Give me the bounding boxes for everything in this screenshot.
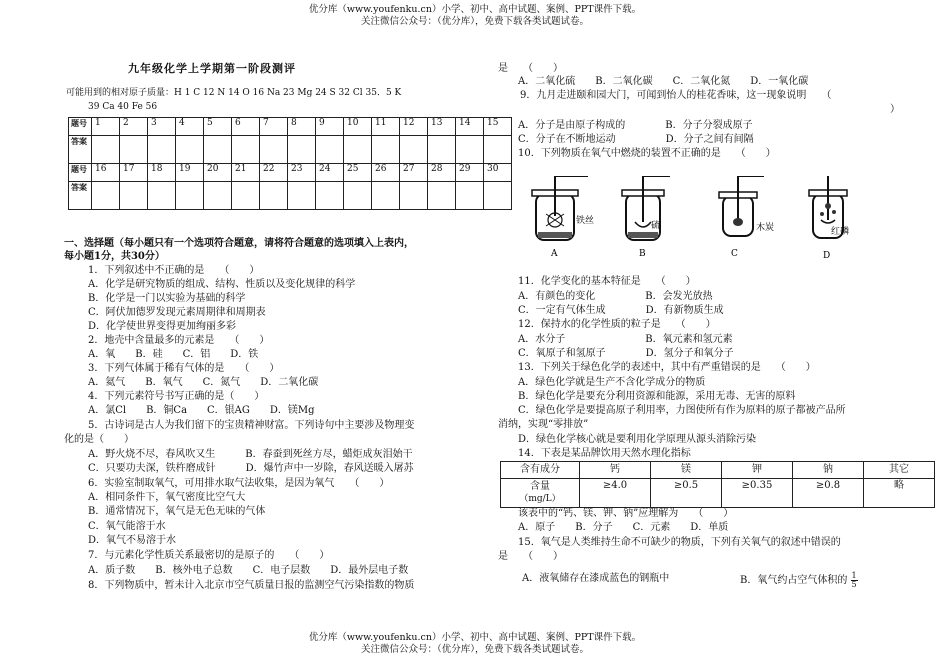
q15-option-b-text: B．氧气约占空气体积的	[740, 575, 848, 586]
question-line: C．绿色化学是要提高原子利用率，力图使所有作为原料的原子都被产品所	[518, 405, 846, 416]
question-line: C．一定有气体生成 D．有新物质生成	[518, 305, 724, 316]
apparatus-label: B	[639, 249, 646, 259]
question-number: 25	[344, 164, 372, 182]
apparatus-label: D	[823, 251, 831, 261]
question-line: 1．下列叙述中不正确的是 （ ）	[88, 265, 260, 276]
question-line: C．分子在不断地运动 D．分子之间有间隔	[518, 134, 754, 145]
answer-cell[interactable]	[204, 182, 232, 210]
substance-label: 铁丝	[576, 216, 595, 226]
exam-title: 九年级化学上学期第一阶段测评	[128, 62, 296, 75]
substance-label: 硫	[651, 221, 661, 231]
header-line-1: 优分库（www.youfenku.cn）小学、初中、高中试题、案例、PPT课件下载。	[308, 4, 642, 15]
row-label-unit: （mg/L）	[519, 494, 561, 504]
mineral-table-header: 含有成分	[501, 462, 580, 479]
footer-line-1: 优分库（www.youfenku.cn）小学、初中、高中试题、案例、PPT课件下载。	[308, 632, 642, 643]
apparatus-a	[532, 176, 594, 259]
mineral-table-value: ≥4.0	[580, 479, 651, 508]
question-number: 13	[428, 118, 456, 136]
question-number: 28	[428, 164, 456, 182]
question-line: A．水分子 B．氧元素和氢元素	[518, 334, 733, 345]
question-line: 5．古诗词是古人为我们留下的宝贵精神财富。下列诗句中主要涉及物理变	[88, 420, 415, 431]
row-label-question: 题号	[69, 164, 92, 182]
question-number: 7	[260, 118, 288, 136]
question-number: 10	[344, 118, 372, 136]
answer-cell[interactable]	[204, 136, 232, 164]
answer-cell[interactable]	[148, 182, 176, 210]
q15-option-b	[740, 572, 858, 589]
question-number: 14	[456, 118, 484, 136]
question-number: 30	[484, 164, 512, 182]
question-line: B．通常情况下，氧气是无色无味的气体	[88, 506, 266, 517]
apparatus-c	[719, 176, 774, 259]
answer-cell[interactable]	[428, 136, 456, 164]
mineral-table-value-row	[501, 479, 935, 508]
apparatus-b	[622, 176, 670, 259]
question-number: 1	[92, 118, 120, 136]
question-line: B．化学是一门以实验为基础的科学	[88, 293, 246, 304]
footer-line-2: 关注微信公众号：（优分库），免费下载各类试题试卷。	[360, 644, 589, 655]
answer-cell[interactable]	[288, 136, 316, 164]
row-label-question: 题号	[69, 118, 92, 136]
answer-cell[interactable]	[232, 182, 260, 210]
row-label-content: 含量	[530, 481, 550, 492]
answer-table-answer-row-2	[69, 182, 512, 210]
page-footer	[0, 632, 950, 656]
question-line: C．阿伏加德罗发现元素周期律和周期表	[88, 307, 266, 318]
question-number: 2	[120, 118, 148, 136]
answer-cell[interactable]	[484, 182, 512, 210]
apparatus-label: C	[731, 249, 738, 259]
question-number: 16	[92, 164, 120, 182]
question-number: 18	[148, 164, 176, 182]
section-heading: 一、选择题（每小题只有一个选项符合题意，请将符合题意的选项填入上表内，	[64, 238, 414, 249]
question-number: 24	[316, 164, 344, 182]
answer-cell[interactable]	[260, 136, 288, 164]
mineral-table-value: ≥0.5	[651, 479, 722, 508]
question-line: 13．下列关于绿色化学的表述中，其中有严重错误的是 （ ）	[518, 362, 816, 373]
answer-table-number-row-2	[69, 164, 512, 182]
answer-cell[interactable]	[148, 136, 176, 164]
answer-table	[68, 117, 512, 210]
question-line: A．原子 B．分子 C．元素 D．单质	[518, 522, 729, 533]
apparatus-label: A	[551, 249, 558, 259]
mineral-table-value: ≥0.35	[722, 479, 793, 508]
answer-cell[interactable]	[92, 136, 120, 164]
substance-label: 木炭	[756, 223, 775, 233]
question-number: 19	[176, 164, 204, 182]
answer-cell[interactable]	[232, 136, 260, 164]
answer-cell[interactable]	[260, 182, 288, 210]
question-line: 12．保持水的化学性质的粒子是 （ ）	[518, 319, 716, 330]
question-number: 6	[232, 118, 260, 136]
question-number: 12	[400, 118, 428, 136]
mineral-table-header-row	[501, 462, 935, 479]
question-line: 14．下表是某品牌饮用天然水理化指标	[518, 448, 691, 459]
section-heading-2: 每小题1分，共30分）	[64, 251, 165, 262]
answer-cell[interactable]	[92, 182, 120, 210]
question-line: 3．下列气体属于稀有气体的是 （ ）	[88, 363, 280, 374]
question-line: 8．下列物质中，暂未计入北京市空气质量日报的监测空气污染指数的物质	[88, 580, 415, 591]
question-line: 是 （ ）	[498, 551, 563, 562]
question-number: 20	[204, 164, 232, 182]
answer-cell[interactable]	[176, 182, 204, 210]
question-line: A．氦气 B．氧气 C．氮气 D．二氧化碳	[88, 377, 319, 388]
answer-cell[interactable]	[400, 136, 428, 164]
mineral-table-value: 略	[864, 479, 935, 508]
answer-cell[interactable]	[428, 182, 456, 210]
question-line: C．只要功夫深，铁杵磨成针 D．爆竹声中一岁除，春风送暖入屠苏	[88, 463, 414, 474]
mineral-content-table	[500, 461, 935, 508]
question-line: 10．下列物质在氧气中燃烧的装置不正确的是 （ ）	[518, 148, 776, 159]
question-line: C．氧气能溶于水	[88, 521, 166, 532]
question-line: A．氧 B．硅 C．铝 D．铁	[88, 349, 259, 360]
mineral-table-row-label	[501, 479, 580, 508]
question-number: 27	[400, 164, 428, 182]
question-number: 11	[372, 118, 400, 136]
answer-table-answer-row-1	[69, 136, 512, 164]
question-line: B．绿色化学是要充分利用资源和能源，采用无毒、无害的原料	[518, 391, 796, 402]
question-number: 17	[120, 164, 148, 182]
mineral-table-header: 钾	[722, 462, 793, 479]
question-line: A．二氧化硫 B．二氧化碳 C．二氧化氮 D．一氧化碳	[518, 76, 809, 87]
header-line-2: 关注微信公众号：（优分库），免费下载各类试题试卷。	[360, 16, 589, 27]
mineral-table-header: 镁	[651, 462, 722, 479]
question-line: D．化学使世界变得更加绚丽多彩	[88, 321, 237, 332]
question-line: 2．地壳中含量最多的元素是 （ ）	[88, 335, 270, 346]
question-line: 6．实验室制取氧气，可用排水取气法收集，是因为氧气 （ ）	[88, 478, 390, 489]
question-number: 22	[260, 164, 288, 182]
question-line: 7．与元素化学性质关系最密切的是原子的 （ ）	[88, 550, 330, 561]
question-line: 4．下列元素符号书写正确的是（ ）	[88, 391, 265, 402]
answer-cell[interactable]	[400, 182, 428, 210]
question-line: A．相同条件下，氧气密度比空气大	[88, 492, 246, 503]
atomic-mass-line-1: 可能用到的相对原子质量：H 1 C 12 N 14 O 16 Na 23 Mg 24 S 32 Cl 35．5 K	[66, 88, 402, 98]
question-number: 29	[456, 164, 484, 182]
answer-cell[interactable]	[316, 182, 344, 210]
mineral-table-header: 其它	[864, 462, 935, 479]
question-line: 9．九月走进颐和园大门，可闻到怡人的桂花香味，这一现象说明 （	[520, 90, 832, 101]
question-line: A．质子数 B．核外电子总数 C．电子层数 D．最外层电子数	[88, 565, 409, 576]
question-number: 23	[288, 164, 316, 182]
answer-cell[interactable]	[176, 136, 204, 164]
question-line: A．化学是研究物质的组成、结构、性质以及变化规律的科学	[88, 279, 356, 290]
fraction-numerator: 1	[851, 571, 857, 580]
question-number: 3	[148, 118, 176, 136]
question-line: A．野火烧不尽，春风吹又生 B．春蚕到死丝方尽，蜡炬成灰泪始干	[88, 449, 413, 460]
question-line: 该表中的“钙、镁、钾、钠”应理解为 （ ）	[518, 508, 734, 519]
row-label-answer: 答案	[69, 136, 92, 164]
answer-cell[interactable]	[344, 182, 372, 210]
question-line: D．绿色化学核心就是要利用化学原理从源头消除污染	[518, 434, 757, 445]
question-number: 26	[372, 164, 400, 182]
question-number: 21	[232, 164, 260, 182]
atomic-mass-line-2: 39 Ca 40 Fe 56	[88, 102, 158, 112]
question-line: D．氧气不易溶于水	[88, 535, 177, 546]
apparatus-d	[809, 176, 849, 261]
question-line: 消纳，实现“零排放”	[498, 419, 589, 430]
page-header	[0, 4, 950, 28]
answer-cell[interactable]	[372, 136, 400, 164]
question-number: 9	[316, 118, 344, 136]
answer-cell[interactable]	[120, 182, 148, 210]
question-number: 5	[204, 118, 232, 136]
question-line: C．氧原子和氢原子 D．氢分子和氧分子	[518, 348, 734, 359]
question-line: A．有颜色的变化 B．会发光放热	[518, 291, 713, 302]
answer-cell[interactable]	[288, 182, 316, 210]
question-line: 化的是（ ）	[64, 434, 134, 445]
combustion-apparatus-diagram	[518, 176, 858, 266]
question-number: 4	[176, 118, 204, 136]
question-line: ）	[890, 104, 900, 115]
substance-label: 红磷	[831, 227, 850, 237]
row-label-answer: 答案	[69, 182, 92, 210]
question-line: A．绿色化学就是生产不含化学成分的物质	[518, 377, 706, 388]
mineral-table-header: 钙	[580, 462, 651, 479]
answer-cell[interactable]	[456, 182, 484, 210]
answer-table-number-row-1	[69, 118, 512, 136]
question-line: 是 （ ）	[498, 63, 563, 74]
answer-cell[interactable]	[456, 136, 484, 164]
question-line: A．分子是由原子构成的 B．分子分裂成原子	[518, 120, 753, 131]
answer-cell[interactable]	[372, 182, 400, 210]
question-line: 15．氧气是人类维持生命不可缺少的物质，下列有关氧气的叙述中错误的	[518, 537, 841, 548]
answer-cell[interactable]	[120, 136, 148, 164]
answer-cell[interactable]	[344, 136, 372, 164]
fraction-one-fifth	[851, 572, 858, 589]
question-number: 15	[484, 118, 512, 136]
mineral-table-value: ≥0.8	[793, 479, 864, 508]
fraction-denominator: 5	[851, 580, 857, 589]
question-line: A．氯Cl B．铜Ca C．银AG D．镁Mg	[88, 405, 315, 416]
answer-cell[interactable]	[484, 136, 512, 164]
question-number: 8	[288, 118, 316, 136]
question-line: 11．化学变化的基本特征是 （ ）	[518, 276, 696, 287]
answer-cell[interactable]	[316, 136, 344, 164]
mineral-table-header: 钠	[793, 462, 864, 479]
q15-option-a: A．液氧储存在漆成蓝色的钢瓶中	[522, 573, 670, 584]
